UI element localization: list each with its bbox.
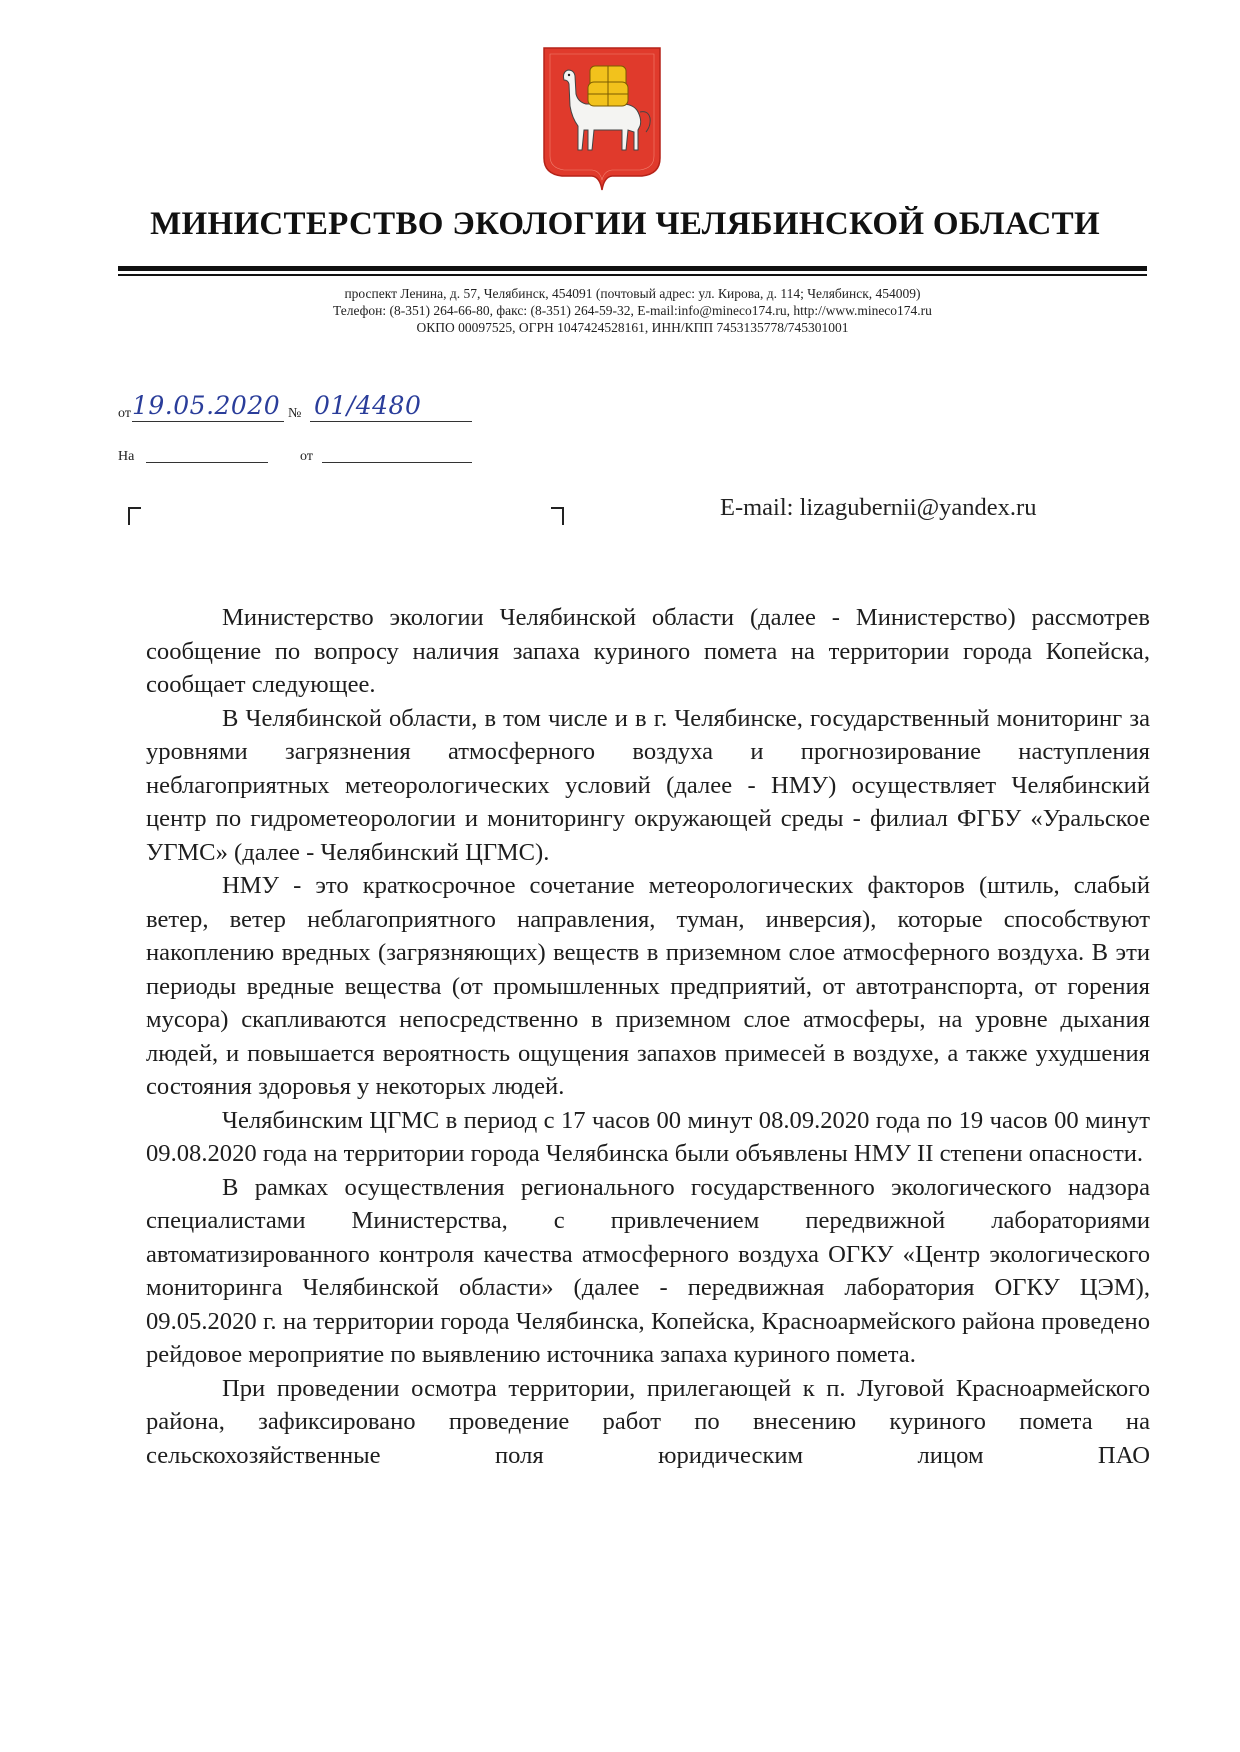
registration-codes: ОКПО 00097525, ОГРН 1047424528161, ИНН/КПП 7453135778/745301001 xyxy=(416,320,849,335)
address-block-corner-right xyxy=(551,507,564,525)
reply-label: На xyxy=(118,449,135,464)
handwritten-number: 01/4480 xyxy=(314,391,422,420)
header-divider-thick xyxy=(118,266,1147,271)
body-paragraph: При проведении осмотра территории, прилегающей к п. Луговой Красноармейского района, зафиксировано проведение работ по внесению куриного помета на сельскохозяйственные поля юридическим лицом ПАО xyxy=(146,1374,1150,1469)
body-paragraph: Челябинским ЦГМС в период с 17 часов 00 минут 08.09.2020 года по 19 часов 00 минут 09.08.2020 года на территории города Челябинска были объявлены НМУ II степени опасности. xyxy=(146,1106,1150,1167)
body-paragraph: НМУ - это краткосрочное сочетание метеорологических факторов (штиль, слабый ветер, ветер неблагоприятного направления, туман, инверсия), которые способствуют накоплению вредных (загрязняющих) веществ в приземном слое атмосферного воздуха. В эти периоды вредные вещества (от промышленных предприятий, от автотранспорта, от горения мусора) скапливаются непосредственно в приземном слое атмосферы, на уровне дыхания людей, и повышается вероятность ощущения запахов примесей в воздухе, а также ухудшения состояния здоровья у некоторых людей. xyxy=(146,872,1150,1100)
reply-number-underline xyxy=(146,462,268,463)
reply-date-underline xyxy=(322,462,472,463)
header-divider-thin xyxy=(118,274,1147,276)
body-paragraph: В рамках осуществления регионального государственного экологического надзора специалистами Министерства, с привлечением передвижной лабораториями автоматизированного контроля качества атмосферного воздуха ОГКУ «Центр экологического мониторинга Челябинской области» (далее - передвижная лаборатория ОГКУ ЦЭМ), 09.05.2020 г. на территории города Челябинска, Копейска, Красноармейского района проведено рейдовое мероприятие по выявлению источника запаха куриного помета. xyxy=(146,1173,1150,1368)
ministry-title: МИНИСТЕРСТВО ЭКОЛОГИИ ЧЕЛЯБИНСКОЙ ОБЛАСТИ xyxy=(150,206,1100,242)
body-paragraph: В Челябинской области, в том числе и в г. Челябинске, государственный мониторинг за уровнями загрязнения атмосферного воздуха и прогнозирование наступления неблагоприятных метеорологических условий (далее - НМУ) осуществляет Челябинский центр по гидрометеорологии и мониторингу окружающей среды - филиал ФГБУ «Уральское УГМС» (далее - Челябинский ЦГМС). xyxy=(146,704,1150,866)
reply-date-label: от xyxy=(300,449,313,464)
address-block-corner-left xyxy=(128,507,141,525)
number-label: № xyxy=(288,406,302,421)
handwritten-date: 19.05.2020 xyxy=(132,391,281,420)
date-underline xyxy=(132,421,284,422)
date-from-label: от xyxy=(118,406,131,421)
letter-body xyxy=(146,601,1150,1472)
reply-reference-line xyxy=(118,445,478,465)
body-paragraph: Министерство экологии Челябинской области (далее - Министерство) рассмотрев сообщение по вопросу наличия запаха куриного помета на территории города Копейска, сообщает следующее. xyxy=(146,604,1150,698)
coat-of-arms-emblem xyxy=(542,46,662,192)
outgoing-registration-line xyxy=(118,391,478,424)
contact-info: Телефон: (8-351) 264-66-80, факс: (8-351) 264-59-32, E-mail:info@mineco174.ru, http://www.mineco174.ru xyxy=(333,303,932,318)
postal-address: проспект Ленина, д. 57, Челябинск, 454091 (почтовый адрес: ул. Кирова, д. 114; Челябинск, 454009) xyxy=(344,286,921,301)
recipient-email: E-mail: lizagubernii@yandex.ru xyxy=(720,494,1037,521)
number-underline xyxy=(310,421,472,422)
